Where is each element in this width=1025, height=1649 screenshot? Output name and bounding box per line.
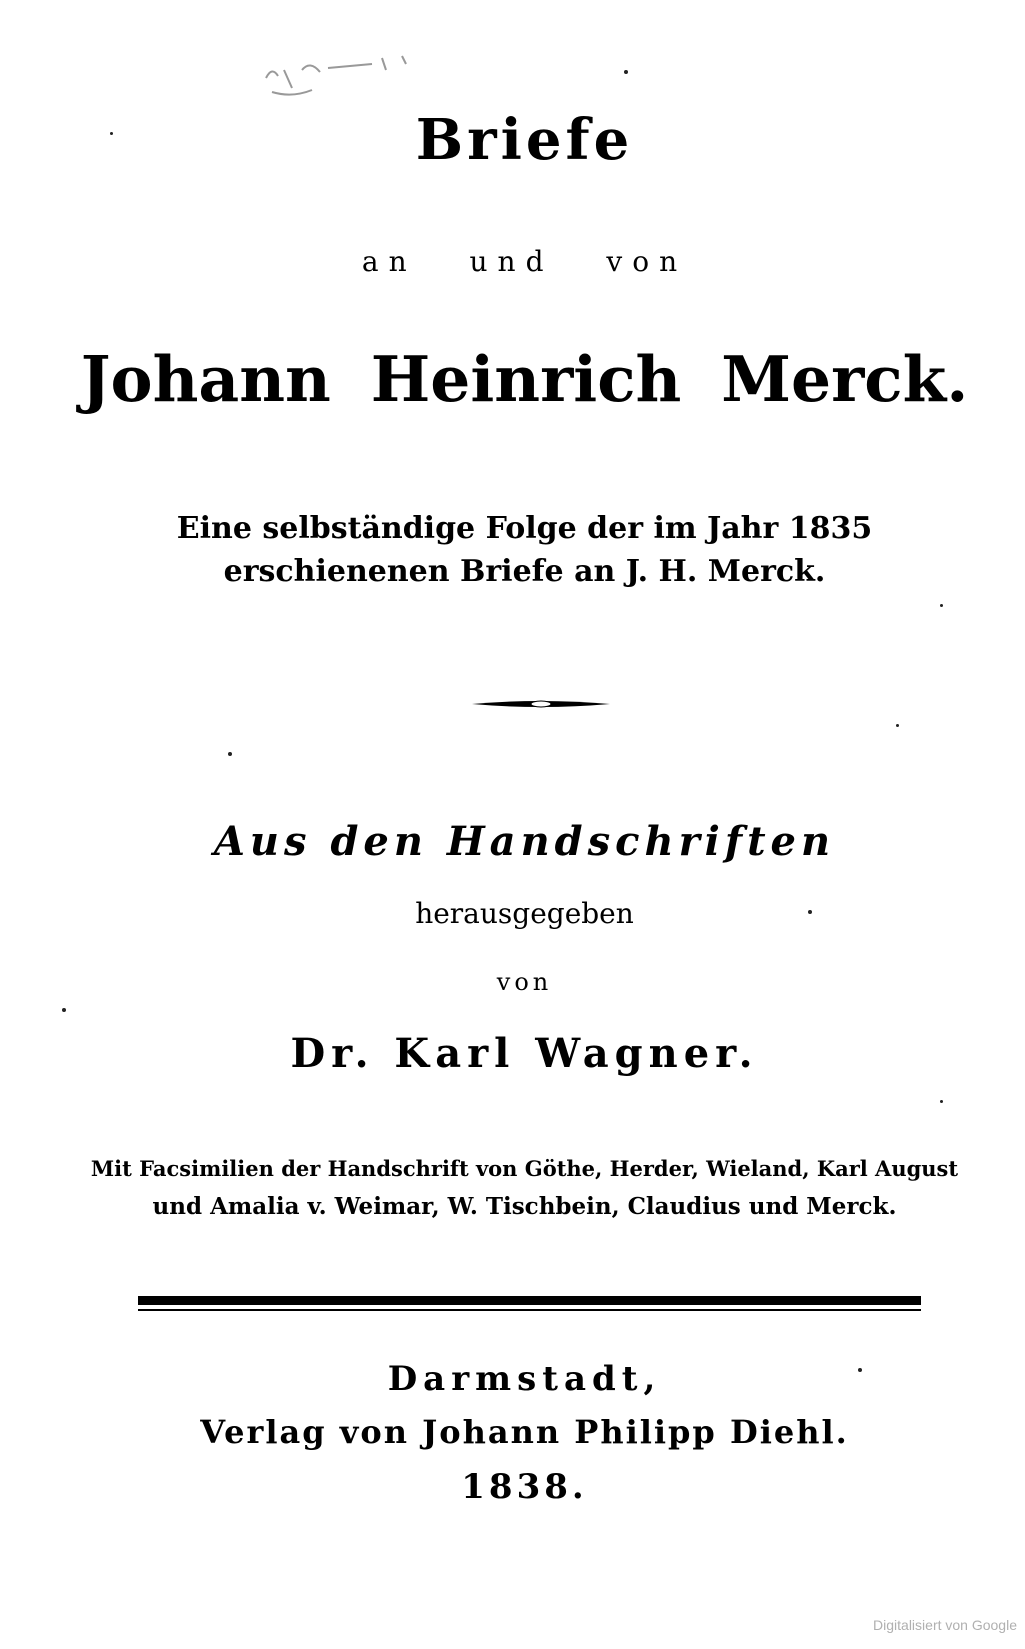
digitization-watermark: Digitalisiert von Google [873,1617,1017,1633]
ink-speck [110,132,113,135]
source-statement: Aus den Handschriften [213,818,836,865]
imprint-city: Darmstadt, [387,1359,662,1399]
imprint-year: 1838. [461,1467,588,1507]
imprint-publisher: Verlag von Johann Philipp Diehl. [200,1413,849,1451]
editor-intro: herausgegeben [415,897,634,930]
ink-speck [62,1008,66,1012]
ornament-divider [472,698,610,710]
facsimile-note-line-2: und Amalia v. Weimar, W. Tischbein, Claudius und Merck. [152,1193,897,1220]
description-line-2: erschienenen Briefe an J. H. Merck. [223,554,826,589]
ink-speck [228,752,232,756]
ink-speck [940,1100,943,1103]
description-line-1: Eine selbständige Folge der im Jahr 1835 [176,511,873,546]
subject-name: Johann Heinrich Merck. [80,342,969,416]
editor-name: Dr. Karl Wagner. [290,1030,759,1077]
title-connector: an und von [361,245,688,278]
facsimile-note-line-1: Mit Facsimilien der Handschrift von Göthe, Herder, Wieland, Karl August [90,1156,959,1181]
ink-speck [624,70,628,74]
ink-speck [808,910,812,914]
pencil-annotation [262,48,442,108]
divider-rule-thin [138,1309,921,1311]
ink-speck [896,724,899,727]
editor-preposition: von [496,968,553,996]
book-title: Briefe [415,107,634,173]
ink-speck [940,604,943,607]
ink-speck [858,1368,862,1372]
divider-rule-thick [138,1296,921,1305]
